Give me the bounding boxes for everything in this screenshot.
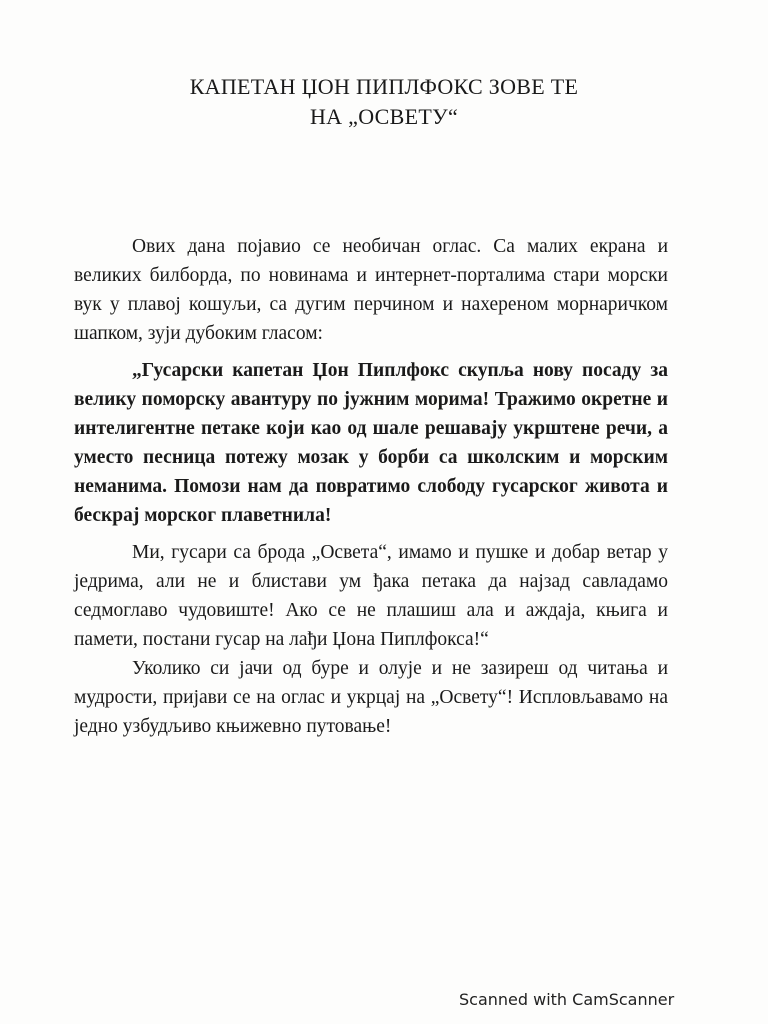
paragraph-closing: Уколико си јачи од буре и олује и не зазиреш од читања и мудрости, пријави се на оглас и укрцај на „Освету“! Испловљавамо на једно узбудљиво књижевно путовање! (74, 658, 668, 737)
title-line-1: КАПЕТАН ЏОН ПИПЛФОКС ЗОВЕ ТЕ (189, 74, 579, 99)
title-line-2: НА „ОСВЕТУ“ (309, 104, 459, 129)
body-text (74, 232, 668, 741)
scanner-watermark: Scanned with CamScanner (459, 990, 675, 1009)
paragraph-pirates: Ми, гусари са брода „Освета“, имамо и пушке и добар ветар у једрима, али не и блистави ум ђака петака да најзад савладамо седмоглаво чудовиште! Ако се не плашиш ала и аждаја, књига и памети, постани гусар на лађи Џона Пиплфокса!“ (74, 542, 668, 650)
page-title (0, 72, 768, 132)
paragraph-quote: „Гусарски капетан Џон Пиплфокс скупља нову посаду за велику поморску авантуру по јужним морима! Тражимо окретне и интелигентне петаке који као од шале решавају укрштене речи, а уместо песница потежу мозак у борби са школским и морским неманима. Помози нам да повратимо слободу гусарског живота и бескрај морског плаветнила! (74, 360, 668, 526)
paragraph-intro: Ових дана појавио се необичан оглас. Са малих екрана и великих билборда, по новинама и интернет-порталима стари морски вук у плавој кошуљи, са дугим перчином и нахереном морнаричком шапком, зуји дубоким гласом: (74, 236, 668, 344)
